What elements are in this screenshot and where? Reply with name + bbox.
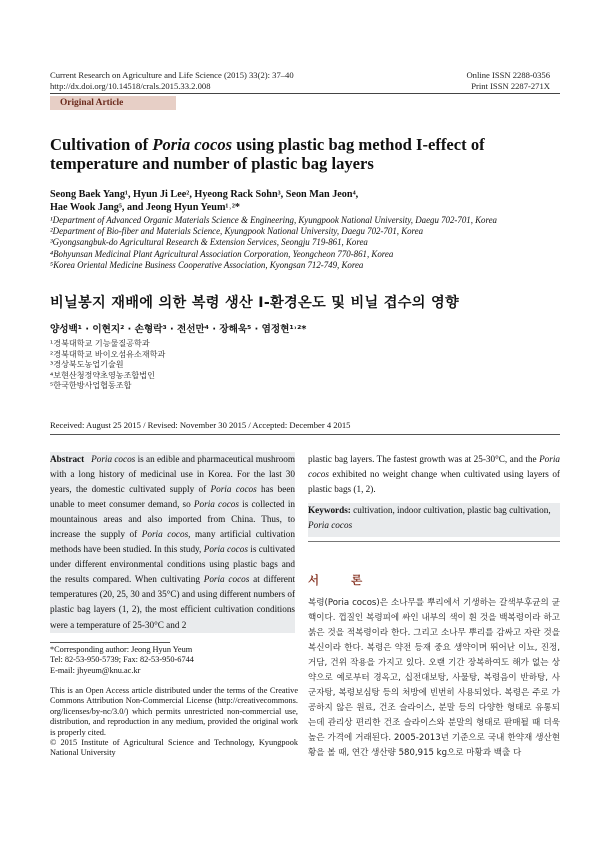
introduction-text: 복령(Poria cocos)은 소나무를 뿌리에서 기생하는 갈색부후균의 균핵이다. 껍질인 복령피에 싸인 내부의 색이 흰 것을 백복령이라 하고 붉은 것을 적복령이라 한다. 그리고 소나무 뿌리를 감싸고 자란 것을 복신이라 한다. 복령은 약전 등재 중요 생약이며 뛰어난 이뇨, 진정, 거담, 건위 작용을 가지고 있다. 오랜 기간 장복하여도 해가 없는 상약으로 예로부터 경옥고, 십전대보탕, 사물탕, 복령음이 반하탕, 사군자탕, 복령보심탕 등의 처방에 빈번히 사용되었다. 복령은 주로 가공하지 않은 원료, 건조 슬라이스, 분말 등의 다양한 형태로 유통되는데 관리상 편리한 건조 슬라이스와 분말의 형태로 판매될 때 더욱 높은 가격에 거래된다. 2005-2013년 기준으로 국내 한약재 생산현황을 볼 때, 연간 생산량 580,915 kg으로 마황과 백출 다 <box>308 598 560 759</box>
keywords-label: Keywords: <box>308 505 351 515</box>
species-name: Poria cocos <box>308 454 560 480</box>
abstract-text: has been unable to meet consumer demand, so <box>50 484 295 510</box>
affiliation-list <box>50 215 560 271</box>
korean-affiliation-item: ⁵한국한방사업협동조합 <box>50 380 132 391</box>
species-name: Poria cocos <box>203 544 248 555</box>
affiliation-item: ⁴Bohyunsan Medicinal Plant Agricultural Association Corporation, Yeongcheon 770-861, Korea <box>50 248 394 259</box>
contact-email[interactable]: E-mail: jhyeum@knu.ac.kr <box>50 665 141 675</box>
correspondence-block <box>50 645 295 676</box>
article-type-badge: Original Article <box>50 96 176 110</box>
copyright-notice: © 2015 Institute of Agricultural Science and Technology, Kyungpook National University <box>50 738 298 758</box>
contact-phone: Tel: 82-53-950-5739; Fax: 82-53-950-6744 <box>50 655 194 665</box>
issn-block <box>350 70 550 92</box>
print-issn: Print ISSN 2287-271X <box>471 81 550 91</box>
abstract-text: at different temperatures (20, 25, 30 and 35°C) and using different numbers of plastic bag layers (1, 2), the most efficient cultivation conditions were a temperature of 25-30°C and 2 <box>50 574 295 630</box>
affiliation-item: ⁵Korea Oriental Medicine Business Cooperative Association, Kyongsan 712-749, Korea <box>50 259 364 270</box>
keywords-divider <box>308 541 560 542</box>
affiliation-item: ²Department of Bio-fiber and Materials Science, Kyungpook National University, Daegu 702-701, Korea <box>50 226 424 237</box>
abstract-text: is cultivated under different environmental conditions using plastic bags and the results compared. When cultivating <box>50 544 295 585</box>
title-species: Poria cocos <box>152 135 233 154</box>
abstract-text: is collected in mountainous areas and also imported from China. Thus, to increase the supply of <box>50 499 295 540</box>
species-name: Poria cocos <box>141 529 189 540</box>
abstract-text: , many artificial cultivation methods have been studied. In this study, <box>50 529 295 555</box>
license-block <box>50 686 298 759</box>
abstract-text: is an edible and pharmaceutical mushroom with a long history of medicinal use in Korea. For the last 30 years, the domestic cultivated supply of <box>50 454 295 495</box>
korean-affiliation-item: ¹경북대학교 기능물질공학과 <box>50 338 150 348</box>
species-name: Poria cocos <box>210 484 257 495</box>
species-name: Poria cocos <box>91 454 136 464</box>
online-issn: Online ISSN 2288-0356 <box>466 70 550 80</box>
keywords-species: Poria cocos <box>308 520 353 531</box>
introduction-heading: 서 론 <box>308 573 377 587</box>
author-line-2: Hae Wook Jang⁵, and Jeong Hyun Yeum¹˒²* <box>50 202 241 213</box>
journal-citation: Current Research on Agriculture and Life Science (2015) 33(2): 37–40 <box>50 70 294 80</box>
author-list <box>50 188 560 214</box>
abstract-body <box>50 452 295 633</box>
korean-affiliation-item: ⁴보현산청정약초영농조합법인 <box>50 369 155 380</box>
title-part2: using plastic bag method I-effect of temperature and number of plastic bag layers <box>50 135 485 173</box>
affiliation-item: ¹Department of Advanced Organic Materials Science & Engineering, Kyungpook National University, Daegu 702-701, Korea <box>50 215 497 225</box>
species-name: Poria cocos <box>193 499 239 510</box>
affiliation-item: ³Gyongsangbuk-do Agricultural Research & Extension Services, Seongju 719-861, Korea <box>50 237 368 248</box>
received-dates: Received: August 25 2015 / Revised: November 30 2015 / Accepted: December 4 2015 <box>50 420 351 430</box>
korean-affiliation-item: ³경상북도농업기술원 <box>50 359 124 370</box>
abstract-text: plastic bag layers. The fastest growth was at 25-30°C, and the <box>308 454 540 464</box>
keywords-text: cultivation, indoor cultivation, plastic bag cultivation, <box>350 505 551 515</box>
footnote-divider <box>50 642 170 643</box>
section-divider <box>50 434 560 435</box>
open-access-notice: This is an Open Access article distributed under the terms of the Creative Commons Attribution Non-Commercial License (http://creativecommons. org/licenses/by-nc/3.0/) which permits unrestricted non-commercial use, distribution, and reproduction in any medium, provided the original work is properly cited. <box>50 686 298 737</box>
abstract-text: exhibited no weight change when cultivated using layers of plastic bags (1, 2). <box>308 469 560 495</box>
abstract-continuation <box>308 452 560 497</box>
korean-title: 비닐봉지 재배에 의한 복령 생산 I-환경온도 및 비닐 겹수의 영향 <box>50 295 460 311</box>
species-name: Poria cocos <box>203 574 250 585</box>
title-part1: Cultivation of <box>50 135 153 154</box>
abstract-label: Abstract <box>50 454 85 464</box>
korean-affiliation-list <box>50 338 350 391</box>
keywords-block <box>308 503 560 537</box>
header-divider <box>50 93 560 94</box>
corresponding-author: *Corresponding author: Jeong Hyun Yeum <box>50 645 193 654</box>
author-line-1: Seong Baek Yang¹, Hyun Ji Lee², Hyeong Rack Sohn³, Seon Man Jeon⁴, <box>50 189 359 200</box>
doi-link[interactable]: http://dx.doi.org/10.14518/crals.2015.33.2.008 <box>50 81 211 91</box>
korean-author-list: 양성백¹ · 이현지² · 손형락³ · 전선만⁴ · 장해욱⁵ · 염정현¹˒²* <box>50 324 307 335</box>
paper-title <box>50 135 560 173</box>
korean-affiliation-item: ²경북대학교 바이오섬유소재학과 <box>50 348 166 359</box>
